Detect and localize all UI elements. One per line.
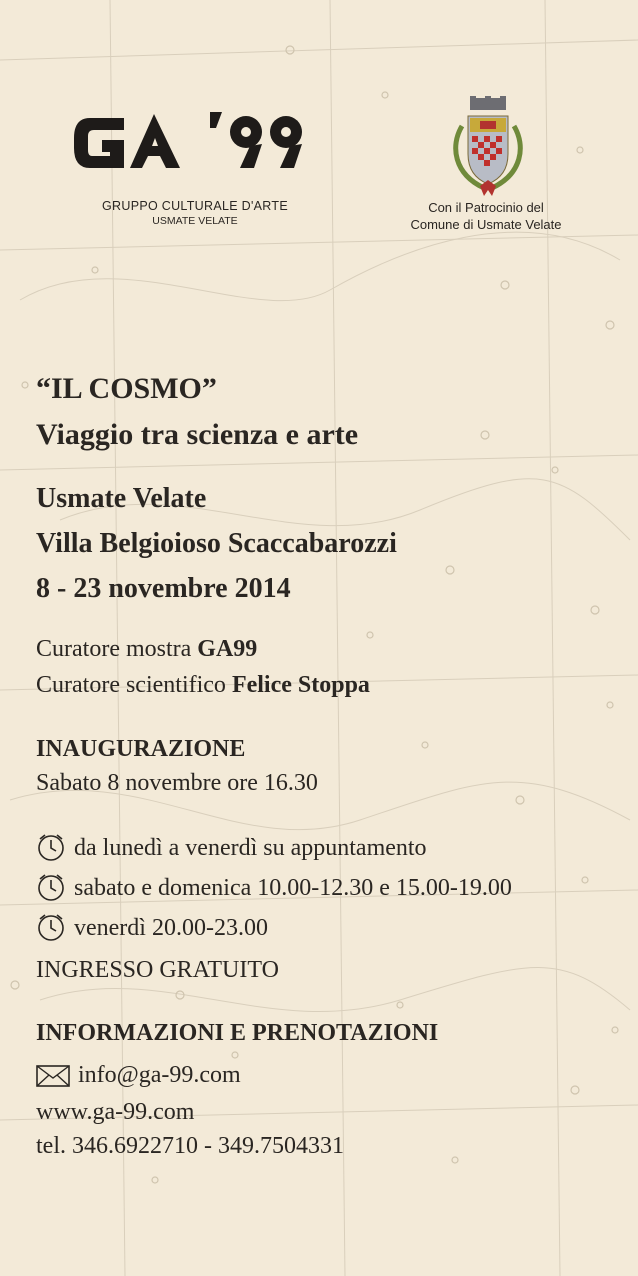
patronage-line2: Comune di Usmate Velate [410,217,562,232]
website-link[interactable]: www.ga-99.com [36,1099,195,1125]
hours-text: venerdì 20.00-23.00 [74,914,268,941]
ga99-logo [70,108,310,176]
logo-subtitle-line2: USMATE VELATE [152,215,238,227]
clock-icon [36,873,66,903]
admission-text: INGRESSO GRATUITO [36,957,279,983]
curator-exhibition-label: Curatore mostra [36,636,198,662]
curator-exhibition-name: GA99 [197,636,258,662]
hours-text: da lunedì a venerdì su appuntamento [74,834,427,861]
contacts-heading: INFORMAZIONI E PRENOTAZIONI [36,1020,439,1046]
curator-scientific-label: Curatore scientifico [36,672,232,698]
phone-numbers: tel. 346.6922710 - 349.7504331 [36,1133,344,1159]
event-subtitle: Viaggio tra scienza e arte [36,418,359,451]
curator-scientific-name: Felice Stoppa [231,672,370,698]
hours-row [36,913,268,943]
event-venue: Villa Belgioioso Scaccabarozzi [36,528,397,559]
event-title: “IL COSMO” [36,372,217,405]
hours-row [36,833,427,863]
email-link[interactable]: info@ga-99.com [78,1062,241,1088]
hours-row [36,873,512,903]
clock-icon [36,913,66,943]
municipal-coat-of-arms [446,96,530,200]
envelope-icon [36,1065,70,1087]
event-town: Usmate Velate [36,483,207,514]
opening-datetime: Sabato 8 novembre ore 16.30 [36,770,318,796]
opening-heading: INAUGURAZIONE [36,736,246,762]
patronage-line1: Con il Patrocinio del [428,200,544,215]
curator-scientific [36,672,370,699]
event-dates: 8 - 23 novembre 2014 [36,573,291,604]
hours-text: sabato e domenica 10.00-12.30 e 15.00-19.00 [74,874,512,901]
email-row[interactable] [36,1062,241,1089]
curator-exhibition [36,636,257,663]
clock-icon [36,833,66,863]
logo-subtitle-line1: GRUPPO CULTURALE D'ARTE [102,199,288,213]
